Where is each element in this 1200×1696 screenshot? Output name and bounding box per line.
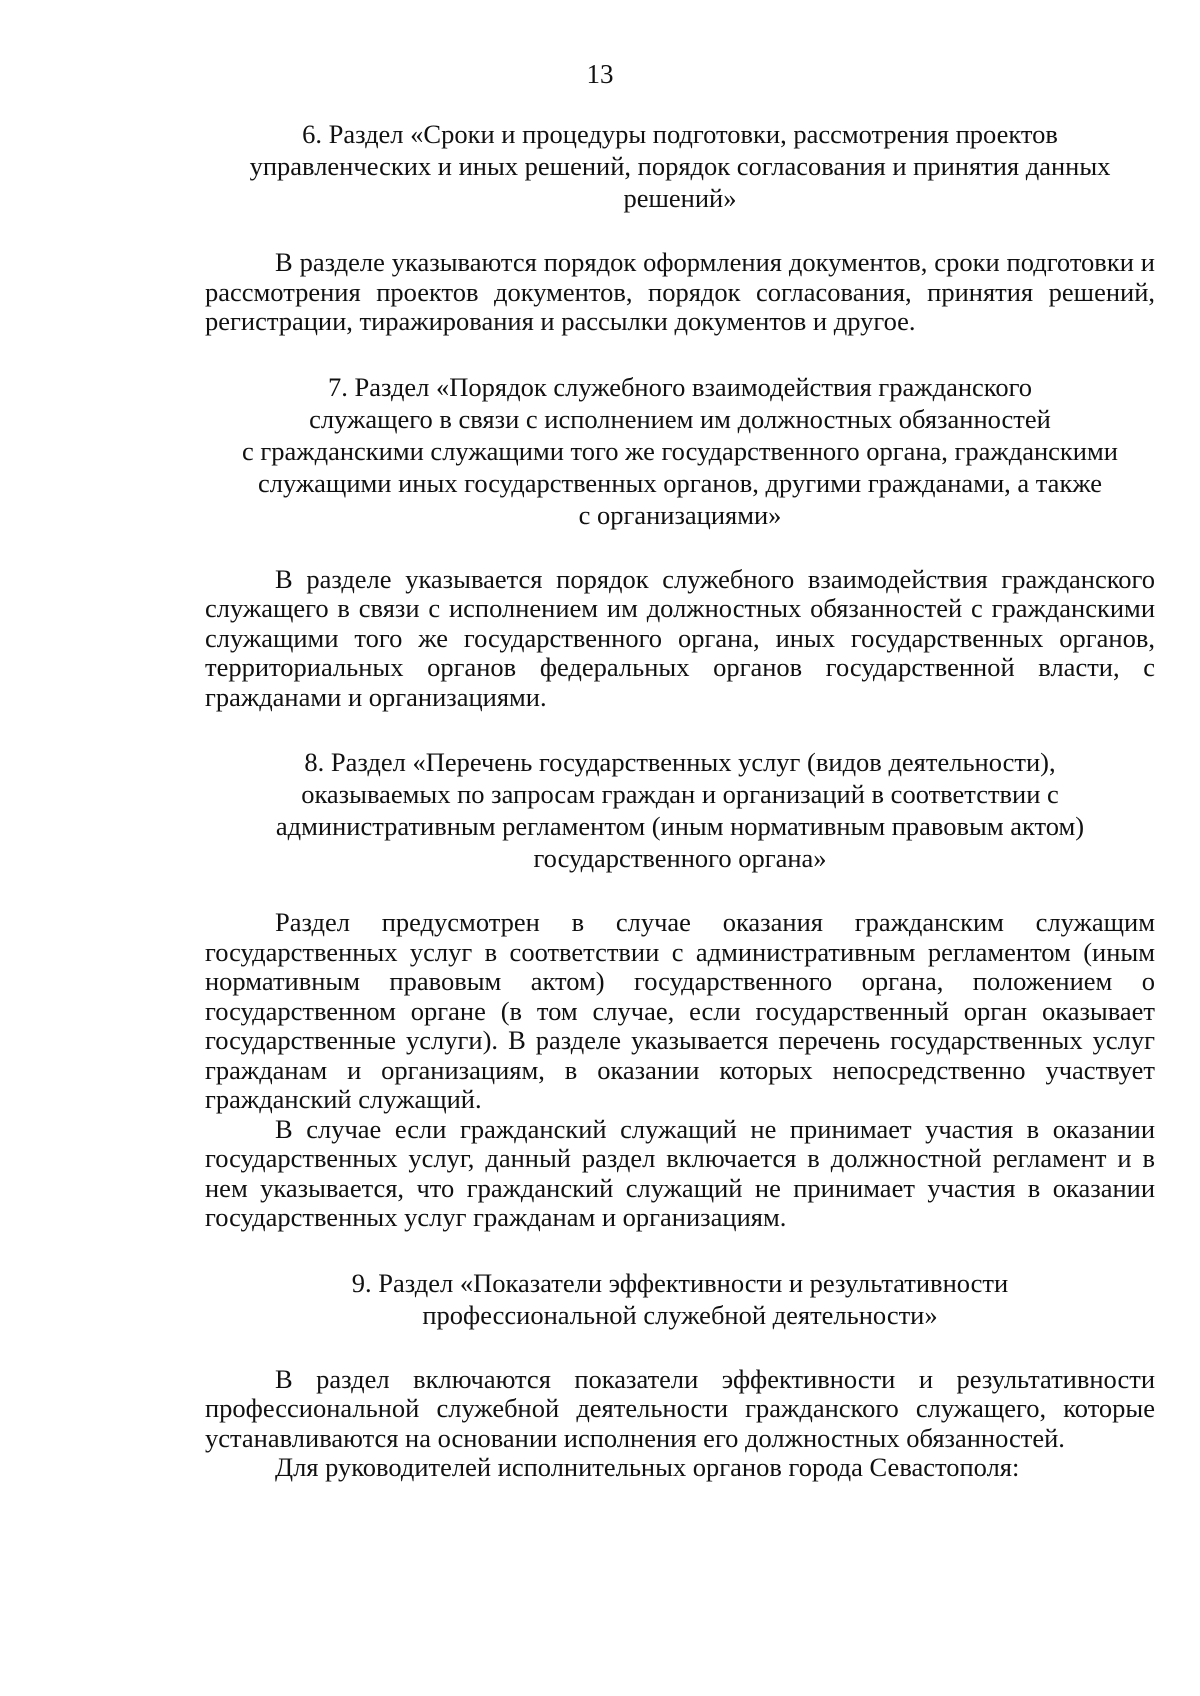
heading-line: служащего в связи с исполнением им должностных обязанностей (309, 403, 1051, 434)
section-8-paragraph-2: В случае если гражданский служащий не принимает участия в оказании государственных услуг, данный раздел включается в должностной регламент и в нем указывается, что гражданский служащий не принимает участия в оказании государственных услуг гражданам и организациям. (205, 1113, 1155, 1232)
heading-line: профессиональной служебной деятельности» (422, 1299, 938, 1330)
section-6-paragraph: В разделе указываются порядок оформления документов, сроки подготовки и рассмотрения проектов документов, порядок согласования, принятия решений, регистрации, тиражирования и рассылки документов и другое. (205, 247, 1155, 336)
section-7-heading (205, 371, 1155, 531)
heading-line: с организациями» (578, 499, 782, 530)
document-body (205, 118, 1155, 1483)
heading-line: оказываемых по запросам граждан и организаций в соответствии с (301, 779, 1059, 809)
heading-line: 7. Раздел «Порядок служебного взаимодействия гражданского (327, 371, 1033, 402)
heading-line: с гражданскими служащими того же государственного органа, гражданскими (242, 435, 1118, 466)
section-8-paragraph-1: Раздел предусмотрен в случае оказания гражданским служащим государственных услуг в соответствии с административным регламентом (иным нормативным правовым актом) государственного органа, положением о государственном органе (в том случае, если государственный орган оказывает государственные услуги). В разделе указывается перечень государственных услуг гражданам и организациям, в оказании которых непосредственно участвует гражданский служащий. (205, 907, 1155, 1114)
page-number: 13 (586, 59, 614, 89)
section-6-heading (205, 118, 1155, 214)
section-9-paragraph-2: Для руководителей исполнительных органов города Севастополя: (275, 1452, 1020, 1482)
heading-line: 9. Раздел «Показатели эффективности и результативности (351, 1267, 1009, 1298)
heading-line: решений» (623, 183, 737, 213)
section-7-paragraph: В разделе указывается порядок служебного взаимодействия гражданского служащего в связи с исполнением им должностных обязанностей с гражданскими служащими того же государственного органа, иных государственных органов, территориальных органов федеральных органов государственной власти, с гражданами и организациями. (205, 563, 1155, 712)
section-9-heading (205, 1267, 1155, 1331)
heading-line: служащими иных государственных органов, другими гражданами, а также (257, 467, 1103, 498)
heading-line: государственного органа» (533, 843, 827, 873)
section-9-paragraph-1: В раздел включаются показатели эффективности и результативности профессиональной служебной деятельности гражданского служащего, которые устанавливаются на основании исполнения его должностных обязанностей. (205, 1363, 1155, 1453)
heading-line: административным регламентом (иным нормативным правовым актом) (275, 811, 1085, 841)
section-8-heading (205, 746, 1155, 874)
heading-line: управленческих и иных решений, порядок согласования и принятия данных (249, 151, 1111, 181)
heading-line: 8. Раздел «Перечень государственных услуг (видов деятельности), (304, 747, 1056, 777)
heading-line: 6. Раздел «Сроки и процедуры подготовки, рассмотрения проектов (302, 119, 1058, 149)
